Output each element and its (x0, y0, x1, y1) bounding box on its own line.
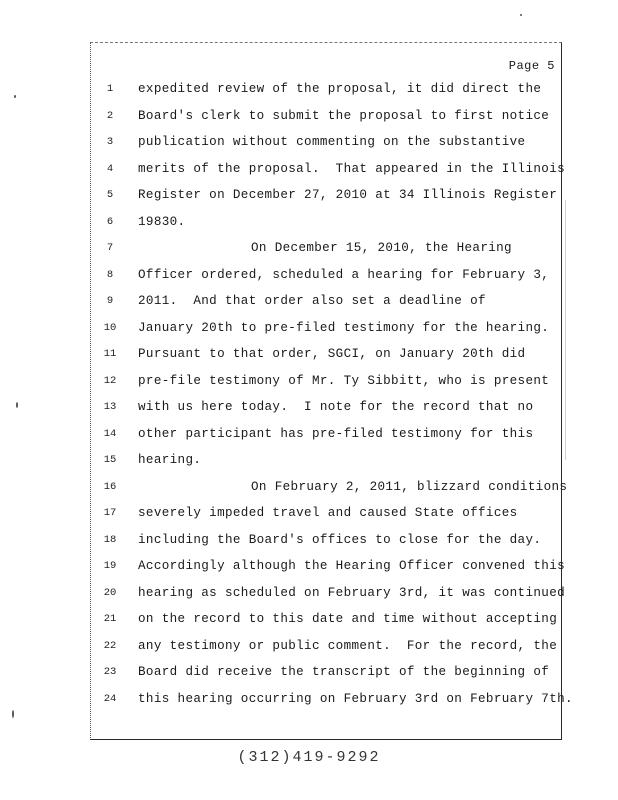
scan-speck (14, 95, 16, 98)
line-number: 23 (103, 666, 117, 678)
transcript-line (91, 583, 566, 603)
line-text: Register on December 27, 2010 at 34 Illinois Register (138, 188, 558, 202)
transcript-line (91, 291, 561, 311)
transcript-line (91, 212, 561, 232)
line-text: including the Board's offices to close for the day. (138, 532, 542, 547)
line-text: On December 15, 2010, the Hearing (251, 241, 512, 255)
line-text: this hearing occurring on February 3rd on February 7th. (138, 691, 573, 706)
transcript-line (91, 159, 566, 179)
line-number: 4 (106, 162, 114, 175)
line-number: 11 (103, 348, 117, 360)
transcript-line (91, 132, 561, 152)
line-number: 19 (103, 560, 117, 572)
transcript-page (90, 42, 573, 740)
line-text: with us here today. I note for the record that no (138, 400, 534, 414)
transcript-line (91, 424, 561, 444)
line-text: hearing. (138, 453, 202, 467)
line-number: 16 (103, 480, 117, 493)
line-number: 6 (106, 215, 114, 228)
scan-speck (520, 14, 522, 16)
line-text: Board's clerk to submit the proposal to first notice (138, 108, 550, 123)
transcript-line (91, 344, 561, 364)
scan-speck (12, 710, 14, 718)
transcript-line (91, 530, 561, 550)
line-text: any testimony or public comment. For the record, the (138, 638, 558, 653)
line-text: January 20th to pre-filed testimony for the hearing. (138, 320, 550, 335)
line-number: 14 (103, 427, 117, 440)
line-text: on the record to this date and time without accepting (138, 612, 558, 626)
line-text: Officer ordered, scheduled a hearing for February 3, (138, 267, 550, 282)
transcript-line (91, 450, 561, 470)
transcript-line (91, 185, 561, 205)
transcript-line (91, 265, 561, 285)
transcript-line (91, 503, 561, 523)
transcript-line (91, 689, 573, 709)
line-number: 8 (106, 268, 114, 281)
line-number: 2 (106, 109, 114, 122)
line-number: 21 (103, 613, 117, 625)
footer-phone: (312)419-9292 (237, 749, 381, 766)
scan-edge-mark (565, 200, 566, 460)
transcript-line (91, 636, 561, 656)
line-number: 12 (103, 374, 117, 387)
line-text: hearing as scheduled on February 3rd, it was continued (138, 585, 566, 600)
line-text: other participant has pre-filed testimony for this (138, 426, 534, 441)
line-text: publication without commenting on the substantive (138, 135, 526, 149)
line-number: 18 (103, 533, 117, 546)
transcript-line (91, 609, 561, 629)
line-text: pre-file testimony of Mr. Ty Sibbitt, who is present (138, 373, 550, 388)
transcript-line (91, 397, 561, 417)
line-text: Accordingly although the Hearing Officer convened this (138, 559, 566, 573)
line-text: 19830. (138, 214, 186, 229)
line-text: merits of the proposal. That appeared in the Illinois (138, 161, 566, 176)
line-number: 5 (106, 189, 114, 201)
transcript-line (91, 371, 561, 391)
line-text: 2011. And that order also set a deadline of (138, 294, 486, 308)
line-number: 22 (103, 639, 117, 652)
transcript-line (91, 79, 561, 99)
line-number: 20 (103, 586, 117, 599)
line-number: 24 (103, 692, 117, 705)
scan-speck (16, 402, 18, 408)
line-text: severely impeded travel and caused State offices (138, 506, 518, 520)
line-number: 10 (103, 321, 117, 334)
line-text: Board did receive the transcript of the beginning of (138, 665, 550, 679)
line-number: 3 (106, 136, 114, 148)
transcript-line (91, 662, 561, 682)
transcript-line (91, 556, 566, 576)
line-text: On February 2, 2011, blizzard conditions (251, 479, 568, 494)
line-number: 15 (103, 454, 117, 466)
transcript-line (91, 238, 561, 258)
line-number: 17 (103, 507, 117, 519)
line-number: 9 (106, 295, 114, 307)
line-number: 1 (106, 83, 114, 95)
transcript-line (91, 477, 568, 497)
line-text: Pursuant to that order, SGCI, on January 20th did (138, 347, 526, 361)
transcript-line (91, 106, 561, 126)
transcript-line (91, 318, 561, 338)
line-text: expedited review of the proposal, it did direct the (138, 82, 542, 96)
line-number: 7 (106, 242, 114, 254)
page-number-label: Page 5 (508, 59, 555, 73)
line-number: 13 (103, 401, 117, 413)
